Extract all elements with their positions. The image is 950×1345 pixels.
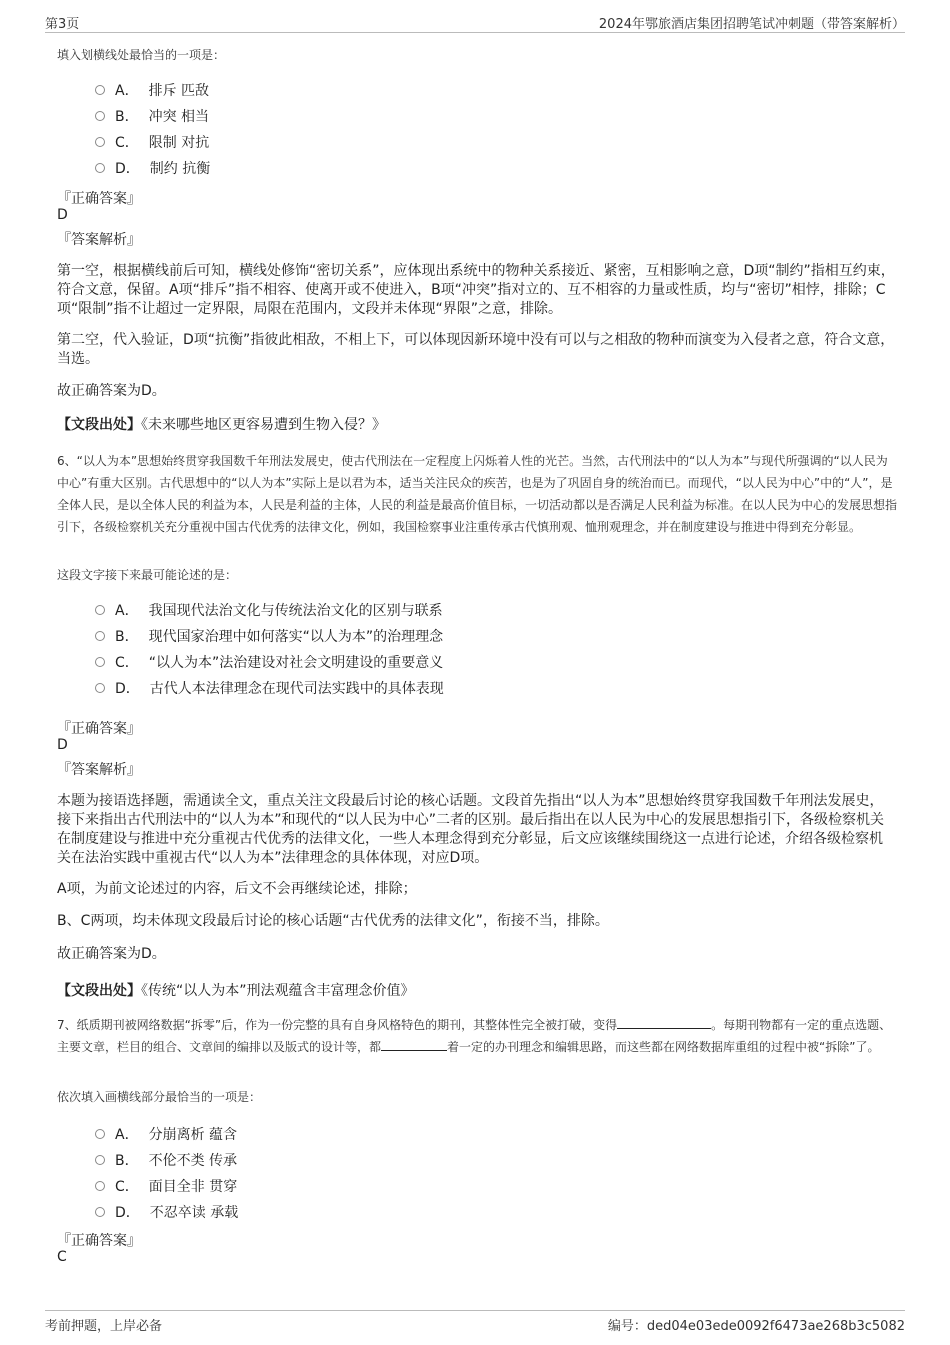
q6-source: 【文段出处】《传统“以人为本”刑法观蕴含丰富理念价值》 (57, 983, 415, 999)
radio-icon[interactable] (95, 1181, 105, 1191)
q6-option-b[interactable]: B． 现代国家治理中如何落实“以人为本”的治理理念 (95, 624, 444, 650)
q5-option-a[interactable]: A． 排斥 匹敌 (95, 78, 210, 104)
radio-icon[interactable] (95, 1129, 105, 1139)
footer-slogan: 考前押题，上岸必备 (45, 1319, 163, 1334)
radio-icon[interactable] (95, 163, 105, 173)
q5-answer-label: 『正确答案』 (57, 191, 141, 207)
radio-icon[interactable] (95, 657, 105, 667)
q6-analysis-label: 『答案解析』 (57, 762, 141, 778)
q7-option-c[interactable]: C． 面目全非 贯穿 (95, 1174, 238, 1200)
q5-answer: D (57, 207, 68, 223)
q6-option-d[interactable]: D． 古代人本法律理念在现代司法实践中的具体表现 (95, 676, 444, 702)
q5-prompt: 填入划横线处最恰当的一项是： (57, 48, 226, 62)
q5-options (95, 78, 210, 182)
page-number: 第3页 (45, 17, 80, 32)
q7-option-d[interactable]: D． 不忍卒读 承载 (95, 1200, 238, 1226)
q6-option-c[interactable]: C． “以人为本”法治建设对社会文明建设的重要意义 (95, 650, 444, 676)
radio-icon[interactable] (95, 137, 105, 147)
page-header (45, 10, 905, 33)
q6-prompt: 这段文字接下来最可能论述的是： (57, 568, 238, 582)
q5-option-c[interactable]: C． 限制 对抗 (95, 130, 210, 156)
q6-analysis-1: 本题为接语选择题，需通读全文，重点关注文段最后讨论的核心话题。文段首先指出“以人为本”思想始终贯穿我国数千年刑法发展史，接下来指出古代刑法中的“以人为本”和现代的“以人民为中心”二者的区别。最后指出在以人民为中心的发展思想指引下，各级检察机关在制度建设与推进中充分重视古代优秀的法律文化，一些人本理念得到充分彰显，后文应该继续围绕这一点进行论述，介绍各级检察机关在法治实践中重视古代“以人为本”法律理念的具体体现，对应D项。 (57, 793, 885, 866)
q5-analysis-2: 第二空，代入验证，D项“抗衡”指彼此相敌，不相上下，可以体现因新环境中没有可以与之相敌的物种而演变为入侵者之意，符合文意，当选。 (57, 332, 895, 367)
q6-analysis-2: A项，为前文论述过的内容，后文不会再继续论述，排除； (57, 881, 417, 897)
radio-icon[interactable] (95, 605, 105, 615)
fill-blank-1 (617, 1016, 711, 1029)
radio-icon[interactable] (95, 85, 105, 95)
radio-icon[interactable] (95, 631, 105, 641)
q7-prompt: 依次填入画横线部分最恰当的一项是： (57, 1090, 262, 1104)
q7-options (95, 1122, 238, 1226)
radio-icon[interactable] (95, 111, 105, 121)
radio-icon[interactable] (95, 1207, 105, 1217)
q5-source: 【文段出处】《未来哪些地区更容易遭到生物入侵？》 (57, 417, 386, 433)
q6-answer: D (57, 737, 68, 753)
fill-blank-2 (381, 1038, 447, 1051)
q7-answer-label: 『正确答案』 (57, 1233, 141, 1249)
q5-option-b[interactable]: B． 冲突 相当 (95, 104, 210, 130)
q6-analysis-4: 故正确答案为D。 (57, 946, 166, 962)
q7-option-a[interactable]: A． 分崩离析 蕴含 (95, 1122, 238, 1148)
radio-icon[interactable] (95, 1155, 105, 1165)
q5-option-d[interactable]: D． 制约 抗衡 (95, 156, 210, 182)
q7-option-b[interactable]: B． 不伦不类 传承 (95, 1148, 238, 1174)
page-footer (45, 1310, 905, 1333)
q6-options (95, 598, 444, 702)
document-title: 2024年鄂旅酒店集团招聘笔试冲刺题（带答案解析） (598, 17, 905, 32)
q7-answer: C (57, 1249, 67, 1265)
q6-answer-label: 『正确答案』 (57, 721, 141, 737)
q6-analysis-3: B、C两项，均未体现文段最后讨论的核心话题“古代优秀的法律文化”，衔接不当，排除。 (57, 913, 609, 929)
q7-stem: 7、纸质期刊被网络数据“拆零”后，作为一份完整的具有自身风格特色的期刊，其整体性完全被打破，变得 。每期刊物都有一定的重点选题、主要文章，栏目的组合、文章间的编排以及版式的设计等，都 着一定的办刊理念和编辑思路，而这些都在网络数据库重组的过程中被“拆除”了。 (57, 1018, 892, 1054)
q5-analysis-3: 故正确答案为D。 (57, 383, 166, 399)
q6-option-a[interactable]: A． 我国现代法治文化与传统法治文化的区别与联系 (95, 598, 444, 624)
q5-analysis-label: 『答案解析』 (57, 232, 141, 248)
document-id: 编号：ded04e03ede0092f6473ae268b3c5082 (607, 1319, 905, 1334)
q5-analysis-1: 第一空，根据横线前后可知，横线处修饰“密切关系”，应体现出系统中的物种关系接近、紧密，互相影响之意，D项“制约”指相互约束，符合文意，保留。A项“排斥”指不相容、使离开或不使进入，B项“冲突”指对立的、互不相容的力量或性质，均与“密切”相悖，排除；C项“限制”指不让超过一定界限，局限在范围内，文段并未体现“界限”之意，排除。 (57, 263, 895, 317)
radio-icon[interactable] (95, 683, 105, 693)
q6-stem: 6、“以人为本”思想始终贯穿我国数千年刑法发展史，使古代刑法在一定程度上闪烁着人性的光芒。当然，古代刑法中的“以人为本”与现代所强调的“以人民为中心”有重大区别。古代思想中的“以人为本”实际上是以君为本，适当关注民众的疾苦，也是为了巩固自身的统治而已。而现代，“以人民为中心”中的“人”，是全体人民，是以全体人民的利益为本，人民是利益的主体，人民的利益是最高价值目标，一切活动都以是否满足人民利益为标准。在以人民为中心的发展思想指引下，各级检察机关充分重视中国古代优秀的法律文化，例如，我国检察事业注重传承古代慎刑观、恤刑观理念，并在制度建设与推进中得到充分彰显。 (57, 454, 898, 534)
